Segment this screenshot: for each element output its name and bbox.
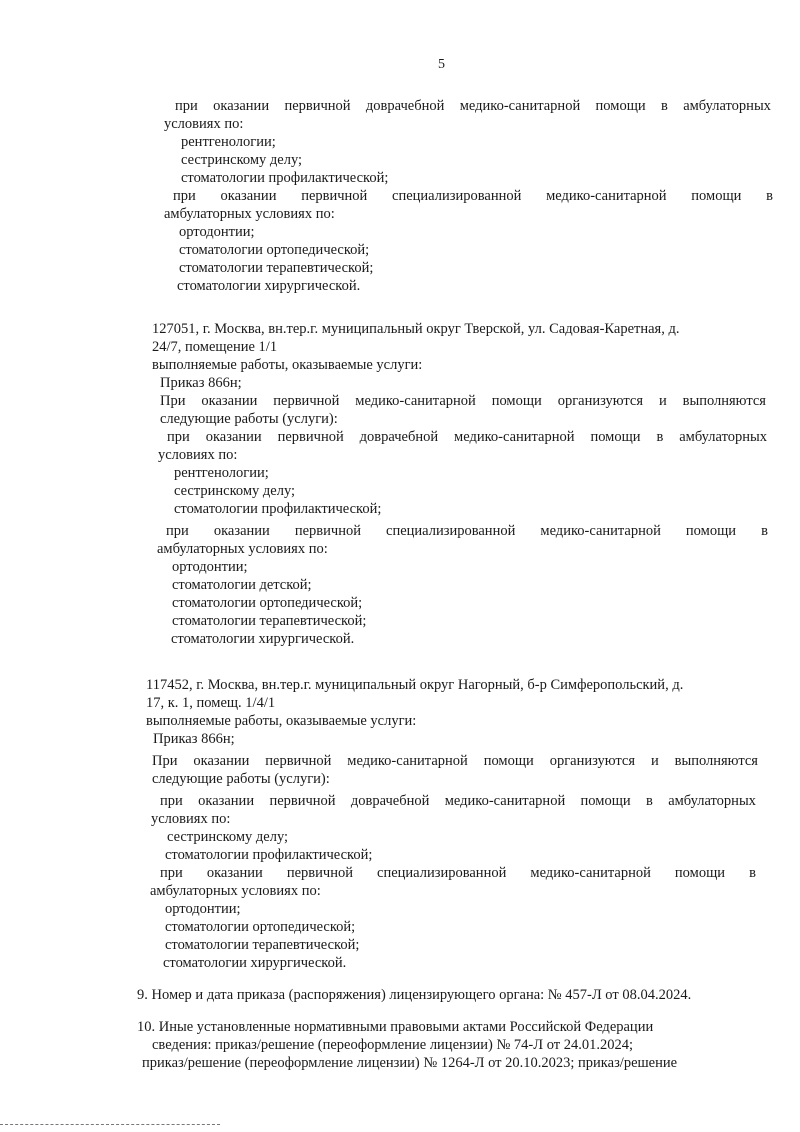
block1-intro-line1: При оказании первичной медико-санитарной помощи организуются и выполняются (160, 393, 766, 409)
block1-item: стоматологии хирургической. (171, 631, 355, 647)
block2-address-line2: 17, к. 1, помещ. 1/4/1 (146, 695, 276, 711)
block2-pre-line1: при оказании первичной доврачебной медико-санитарной помощи в амбулаторных (160, 793, 756, 809)
block2-works-label: выполняемые работы, оказываемые услуги: (146, 713, 417, 729)
block0-item: стоматологии ортопедической; (179, 242, 370, 258)
block1-item: стоматологии терапевтической; (172, 613, 367, 629)
block2-address-line1: 117452, г. Москва, вн.тер.г. муниципальный округ Нагорный, б-р Симферопольский, д. (146, 677, 684, 693)
block2-item: стоматологии хирургической. (163, 955, 347, 971)
block1-pre-line1: при оказании первичной доврачебной медико-санитарной помощи в амбулаторных (167, 429, 767, 445)
block1-spec-line1: при оказании первичной специализированной медико-санитарной помощи в (166, 523, 768, 539)
block2-intro-line2: следующие работы (услуги): (152, 771, 330, 787)
block2-item: сестринскому делу; (167, 829, 289, 845)
block1-item: рентгенологии; (174, 465, 269, 481)
block0-item: рентгенологии; (181, 134, 276, 150)
block2-intro-line1: При оказании первичной медико-санитарной помощи организуются и выполняются (152, 753, 758, 769)
item-10-line1: 10. Иные установленные нормативными правовыми актами Российской Федерации (137, 1019, 654, 1035)
block0-item: стоматологии хирургической. (177, 278, 361, 294)
item-10-line3: приказ/решение (переоформление лицензии) № 1264-Л от 20.10.2023; приказ/решение (142, 1055, 678, 1071)
block0-line7: амбулаторных условиях по: (164, 206, 335, 222)
block1-spec-line2: амбулаторных условиях по: (157, 541, 328, 557)
block0-line2: условиях по: (164, 116, 244, 132)
block1-item: стоматологии детской; (172, 577, 312, 593)
item-10-line2: сведения: приказ/решение (переоформление лицензии) № 74-Л от 24.01.2024; (152, 1037, 634, 1053)
block1-address-line2: 24/7, помещение 1/1 (152, 339, 278, 355)
block1-item: стоматологии профилактической; (174, 501, 382, 517)
item-9: 9. Номер и дата приказа (распоряжения) лицензирующего органа: № 457-Л от 08.04.2024. (137, 987, 692, 1003)
block0-item: стоматологии профилактической; (181, 170, 389, 186)
block2-pre-line2: условиях по: (151, 811, 231, 827)
block0-item: ортодонтии; (179, 224, 255, 240)
block0-item: сестринскому делу; (181, 152, 303, 168)
block1-address-line1: 127051, г. Москва, вн.тер.г. муниципальный округ Тверской, ул. Садовая-Каретная, д. (152, 321, 680, 337)
block2-item: стоматологии профилактической; (165, 847, 373, 863)
block0-item: стоматологии терапевтической; (179, 260, 374, 276)
block0-line1: при оказании первичной доврачебной медико-санитарной помощи в амбулаторных (175, 98, 771, 114)
block1-intro-line2: следующие работы (услуги): (160, 411, 338, 427)
block2-item: ортодонтии; (165, 901, 241, 917)
block1-item: стоматологии ортопедической; (172, 595, 363, 611)
block0-line6: при оказании первичной специализированной медико-санитарной помощи в (173, 188, 773, 204)
block2-spec-line1: при оказании первичной специализированной медико-санитарной помощи в (160, 865, 756, 881)
footer-rule (0, 1124, 220, 1125)
block1-pre-line2: условиях по: (158, 447, 238, 463)
block1-item: сестринскому делу; (174, 483, 296, 499)
block2-item: стоматологии терапевтической; (165, 937, 360, 953)
block1-order: Приказ 866н; (160, 375, 242, 391)
page-number: 5 (438, 57, 445, 72)
block2-item: стоматологии ортопедической; (165, 919, 356, 935)
block2-spec-line2: амбулаторных условиях по: (150, 883, 321, 899)
block1-item: ортодонтии; (172, 559, 248, 575)
block1-works-label: выполняемые работы, оказываемые услуги: (152, 357, 423, 373)
block2-order: Приказ 866н; (153, 731, 235, 747)
